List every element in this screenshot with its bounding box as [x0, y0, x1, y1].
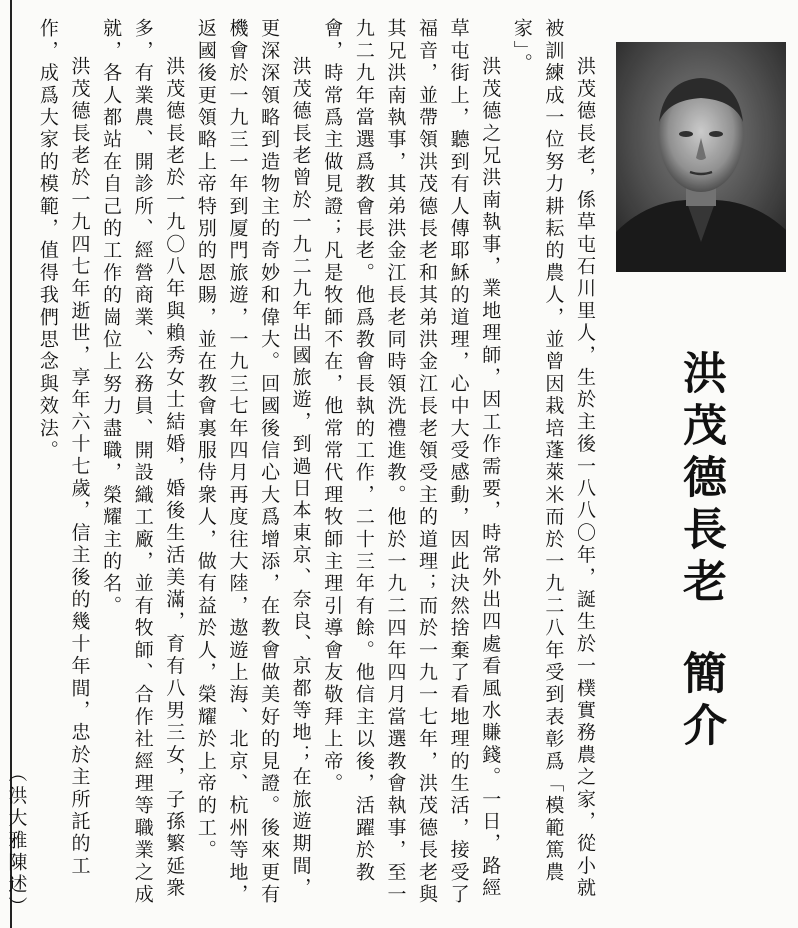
portrait-photo-icon: [616, 42, 786, 272]
paragraph-4: 洪茂德長老於一九〇八年與賴秀女士結婚，婚後生活美滿，育有八男三女，子孫繁延衆多，有業農、開診所、經營商業、公務員、開設織工廠，並有牧師、合作社經理等職業之成就，各人都站在自己的工作的崗位上努力盡職，榮耀主的名。: [100, 18, 186, 906]
author-credit: （洪大雅陳述）: [5, 762, 28, 918]
paragraph-5: 洪茂德長老於一九四七年逝世，享年六十七歲，信主後的幾十年間，忠於主所託的工作，成爲大家的模範，值得我們思念與效法。: [36, 18, 91, 878]
paragraph-2: 洪茂德之兄洪南執事，業地理師，因工作需要，時常外出四處看風水賺錢。一日，路經草屯街上，聽到有人傳耶穌的道理，心中大受感動，因此決然捨棄了看地理的生活，接受了福音，並帶領洪茂德長老和其弟洪金江長老領受主的道理；而於一九一七年，洪茂德長老與其兄洪南執事，其弟洪金江長老同時領洗禮進教。他於一九二四年四月當選教會執事，至一九二九年當選爲教會長老。他爲教會長執的工作，二十三年有餘。他信主以後，活躍於教會，時常爲主做見證；凡是牧師不在，他常常代理牧師主理引導會友敬拜上帝。: [321, 18, 502, 906]
page-title: [668, 350, 732, 754]
portrait-photo: [616, 42, 786, 272]
title-subtitle: 簡介: [675, 650, 726, 754]
paragraph-1: 洪茂德長老，係草屯石川里人，生於主後一八八〇年，誕生於一樸實務農之家，從小就被訓練成一位努力耕耘的農人，並曾因栽培蓬萊米而於一九二八年受到表彰爲「模範篤農家」。: [510, 18, 596, 900]
title-name: 洪茂德長老: [675, 350, 726, 610]
paragraph-3: 洪茂德長老曾於一九二九年出國旅遊，到過日本東京、奈良、京都等地；在旅遊期間，更深深領略到造物主的奇妙和偉大。回國後信心大爲增添，在教會做美好的見證。後來更有機會於一九三一年到厦門旅遊，一九三七年四月再度往大陸，遨遊上海、北京、杭州等地，返國後更領略上帝特別的恩賜，並在教會裏服侍衆人，做有益於人，榮耀於上帝的工。: [194, 18, 312, 906]
biography-body: [5, 18, 600, 918]
